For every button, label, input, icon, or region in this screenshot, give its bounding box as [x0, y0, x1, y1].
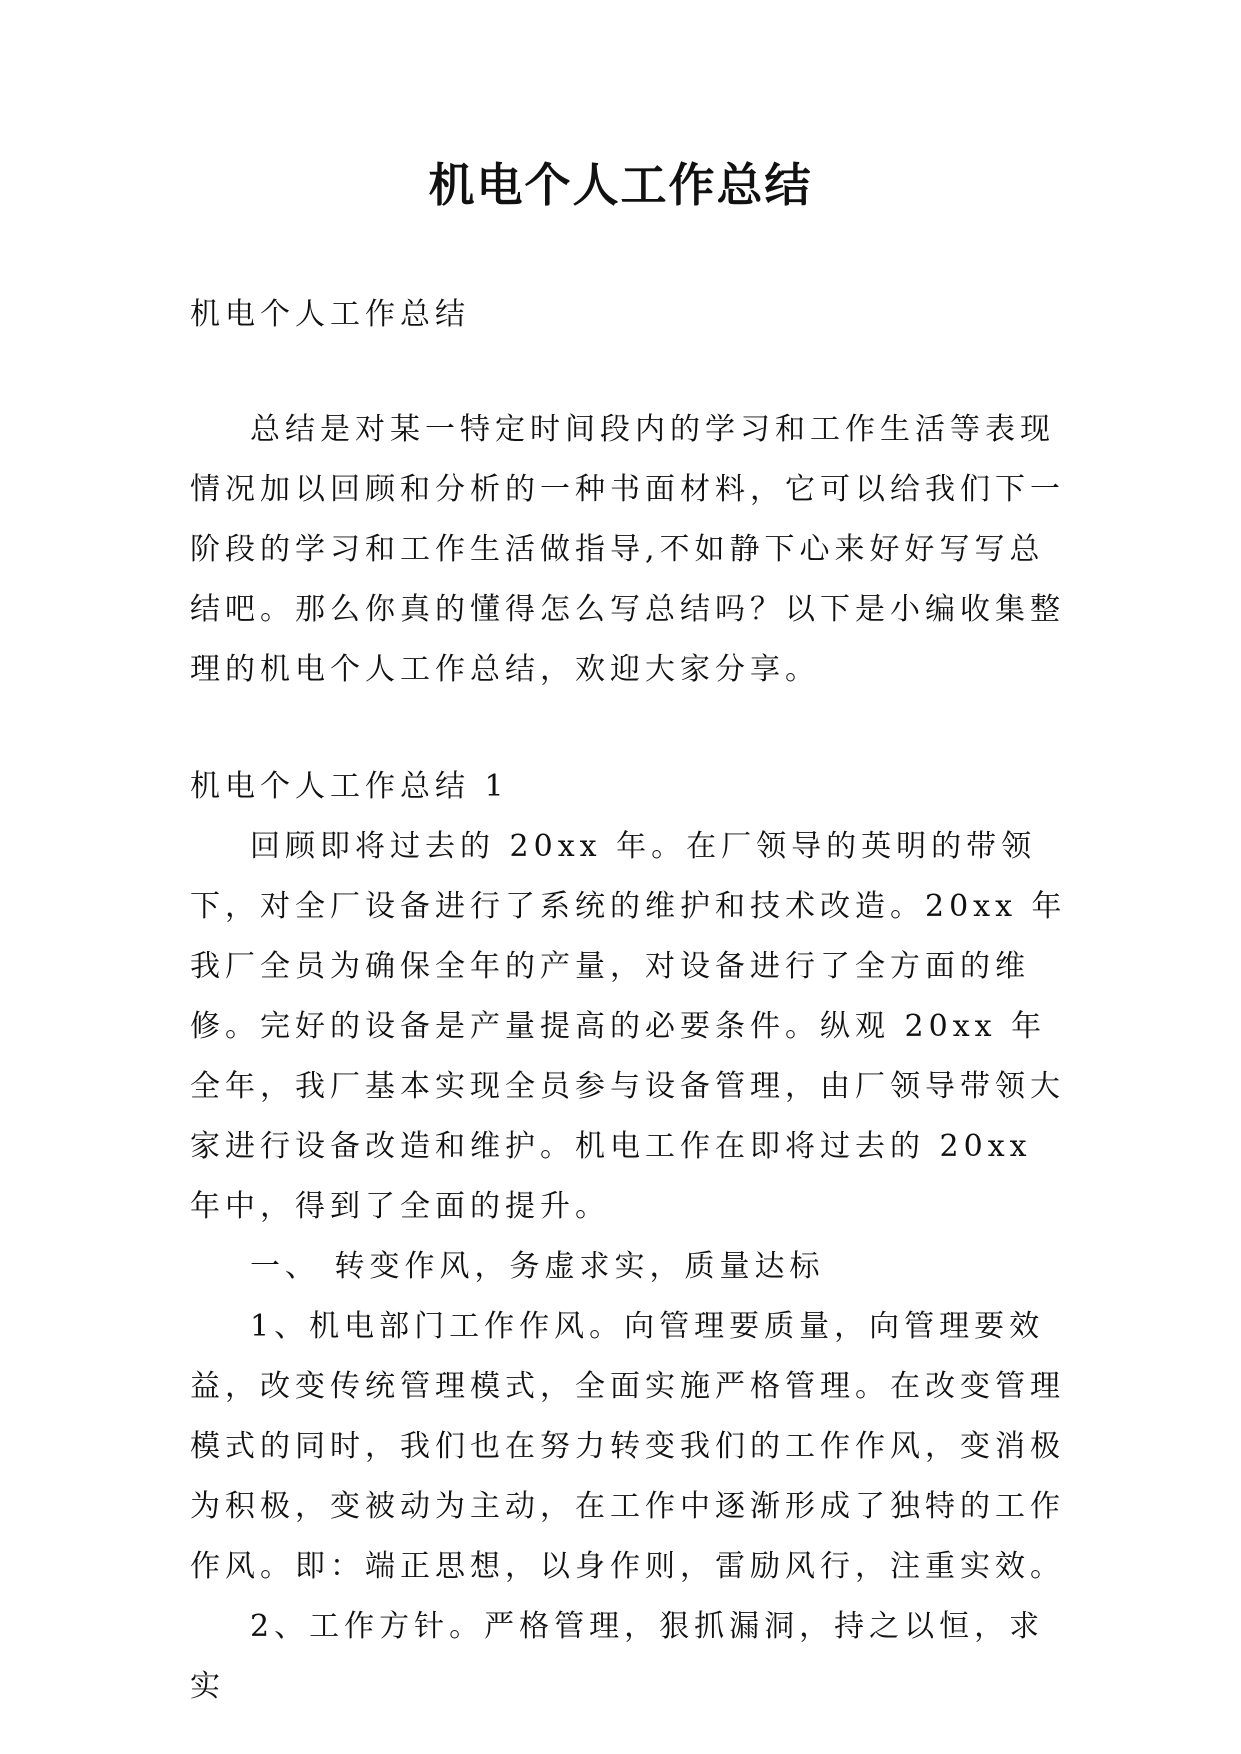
section-paragraph-2: 一、 转变作风，务虚求实，质量达标 [250, 1249, 825, 1284]
section-paragraph-1: 回顾即将过去的 20xx 年。在厂领导的英明的带领下，对全厂设备进行了系统的维护和技术改造。20xx 年我厂全员为确保全年的产量，对设备进行了全方面的维修。完好的设备是产量提高的必要条件。纵观 20xx 年全年，我厂基本实现全员参与设备管理，由厂领导带领大家进行设备改造和维护。机电工作在即将过去的 20xx 年中，得到了全面的提升。 [190, 829, 1067, 1224]
document-subtitle [190, 285, 1070, 345]
section-body [190, 817, 1070, 1717]
intro-text: 总结是对某一特定时间段内的学习和工作生活等表现情况加以回顾和分析的一种书面材料，它可以给我们下一阶段的学习和工作生活做指导,不如静下心来好好写写总结吧。那么你真的懂得怎么写总结吗？以下是小编收集整理的机电个人工作总结，欢迎大家分享。 [190, 412, 1065, 687]
subtitle-text: 机电个人工作总结 [190, 297, 470, 332]
section-paragraph-4: 2、工作方针。严格管理，狠抓漏洞，持之以恒，求实 [190, 1609, 1045, 1704]
intro-paragraph [190, 400, 1070, 700]
section-paragraph-3: 1、机电部门工作作风。向管理要质量，向管理要效益，改变传统管理模式，全面实施严格管理。在改变管理模式的同时，我们也在努力转变我们的工作作风，变消极为积极，变被动为主动，在工作中逐渐形成了独特的工作作风。即：端正思想，以身作则，雷励风行，注重实效。 [190, 1309, 1065, 1584]
section-heading [190, 757, 1070, 817]
document-title: 机电个人工作总结 [428, 158, 813, 212]
section-heading-text: 机电个人工作总结 1 [190, 769, 509, 804]
